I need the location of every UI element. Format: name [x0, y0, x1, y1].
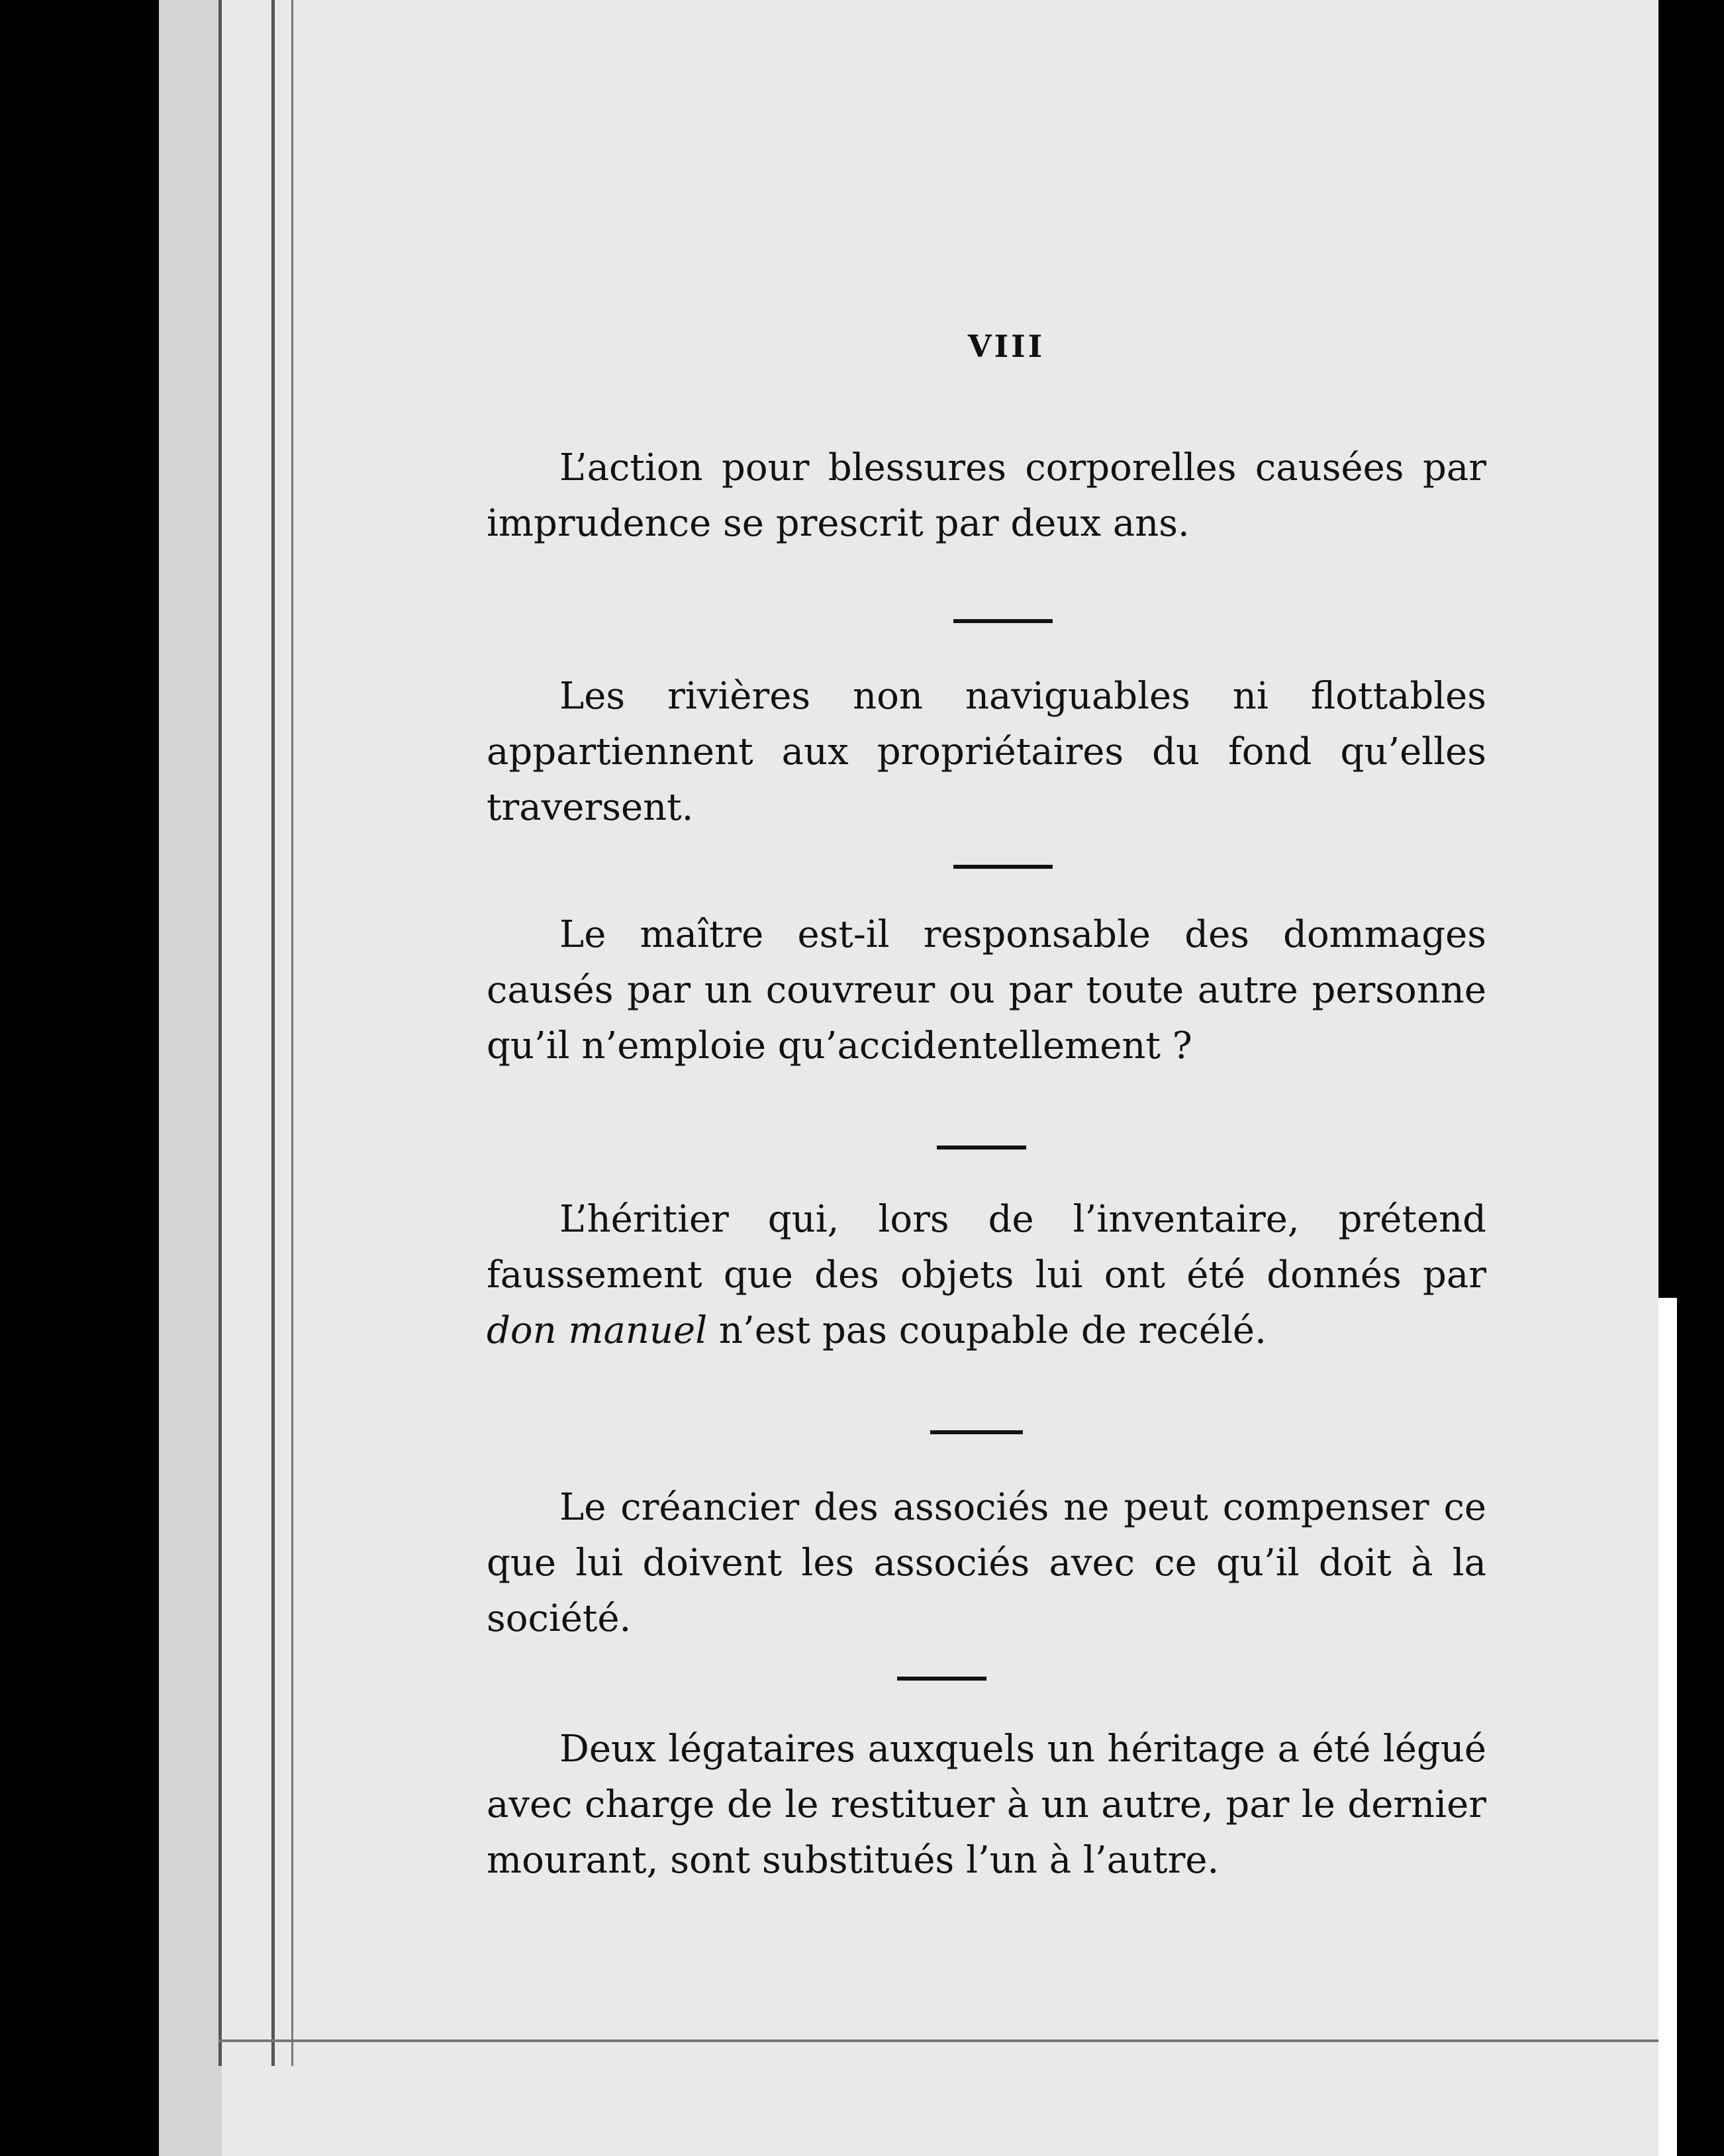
page-number: VIII — [967, 328, 1045, 364]
separator-rule — [930, 1430, 1023, 1434]
separator-rule — [897, 1677, 986, 1681]
paragraph-prescription: L’action pour blessures corporelles causées par imprudence se prescrit par deux ans. — [487, 446, 1486, 545]
paragraph-rivieres: Les rivières non naviguables ni flottables appartiennent aux propriétaires du fond qu’elles traversent. — [487, 675, 1486, 829]
paragraph-heritier-text-end: n’est pas coupable de recélé. — [707, 1309, 1267, 1352]
binding-line — [271, 0, 275, 2066]
paragraph-maitre: Le maître est-il responsable des dommages causés par un couvreur ou par toute autre personne qu’il n’emploie qu’accidentellement ? — [487, 913, 1486, 1067]
separator-rule — [953, 619, 1053, 623]
separator-rule — [953, 865, 1053, 869]
paragraph-heritier — [487, 1192, 1486, 1359]
binding-margin — [159, 0, 222, 2156]
page-right-edge-strip — [1658, 1298, 1677, 2156]
binding-line — [218, 0, 222, 2066]
page-bottom-edge — [218, 2039, 1668, 2042]
paragraph-creancier: Le créancier des associés ne peut compenser ce que lui doivent les associés avec ce qu’il doit à la société. — [487, 1486, 1486, 1640]
paragraph-heritier-text: L’héritier qui, lors de l’inventaire, prétend faussement que des objets lui ont été donnés par — [487, 1198, 1486, 1297]
binding-line — [291, 0, 293, 2066]
separator-rule — [937, 1146, 1026, 1150]
paragraph-heritier-italic: don manuel — [487, 1309, 708, 1352]
paragraph-legataires: Deux légataires auxquels un héritage a été légué avec charge de le restituer à un autre, par le dernier mourant, sont substitués l’un à l’autre. — [487, 1728, 1486, 1882]
